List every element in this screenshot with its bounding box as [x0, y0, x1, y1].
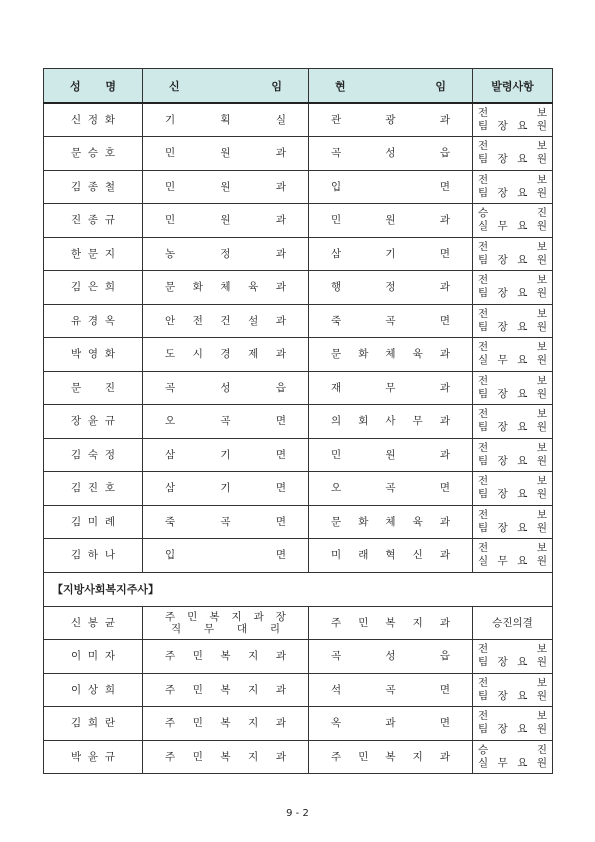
- name-cell: 신 정 화: [44, 103, 143, 137]
- note-cell: [473, 505, 553, 539]
- new-post-cell: 민 원 과: [143, 204, 309, 238]
- note-line-2: 팀 장 요 원: [478, 488, 547, 501]
- note-cell: [473, 539, 553, 573]
- new-post-cell: 도 시 경 제 과: [143, 338, 309, 372]
- header-current-post: 현 임: [309, 69, 473, 104]
- name-cell: 장 윤 규: [44, 405, 143, 439]
- current-post-cell: 행 정 과: [309, 271, 473, 305]
- note-line-2: 팀 장 요 원: [478, 723, 547, 736]
- note-cell: [473, 472, 553, 506]
- note-line-2: 실 무 요 원: [478, 220, 547, 233]
- note-cell: [473, 640, 553, 674]
- table-row: [44, 103, 553, 137]
- note-line-1: 전 보: [478, 173, 547, 186]
- new-post-cell: 주 민 복 지 과: [143, 640, 309, 674]
- name-cell: 김 숙 정: [44, 438, 143, 472]
- note-line-2: 팀 장 요 원: [478, 656, 547, 669]
- note-line-1: 전 보: [478, 140, 547, 153]
- note-cell: [473, 371, 553, 405]
- table-row: [44, 673, 553, 707]
- note-cell: [473, 740, 553, 774]
- name-cell: 문 승 호: [44, 137, 143, 171]
- appointment-table: [43, 68, 553, 774]
- table-row: [44, 707, 553, 741]
- header-notes: 발령사항: [473, 69, 553, 104]
- note-line-1: 전 보: [478, 240, 547, 253]
- current-post-cell: 관 광 과: [309, 103, 473, 137]
- note-line-2: 팀 장 요 원: [478, 320, 547, 333]
- note-line-2: 팀 장 요 원: [478, 521, 547, 534]
- name-cell: 김 진 호: [44, 472, 143, 506]
- current-post-cell: 의 회 사 무 과: [309, 405, 473, 439]
- note-line-2: 팀 장 요 원: [478, 253, 547, 266]
- name-cell: 김 은 희: [44, 271, 143, 305]
- current-post-cell: 곡 성 읍: [309, 137, 473, 171]
- table-header-row: [44, 69, 553, 104]
- note-line-1: 전 보: [478, 542, 547, 555]
- current-post-cell: 옥 과 면: [309, 707, 473, 741]
- note-cell: [473, 707, 553, 741]
- new-post-cell: 문 화 체 육 과: [143, 271, 309, 305]
- new-post-cell: 곡 성 읍: [143, 371, 309, 405]
- name-cell: 신 봉 균: [44, 606, 143, 640]
- name-cell: 박 윤 규: [44, 740, 143, 774]
- table-row: [44, 304, 553, 338]
- name-cell: 박 영 화: [44, 338, 143, 372]
- header-name: 성 명: [44, 69, 143, 104]
- note-line-2: 팀 장 요 원: [478, 120, 547, 132]
- note-cell: [473, 204, 553, 238]
- note-line-1: 전 보: [478, 441, 547, 454]
- note-cell: [473, 137, 553, 171]
- note-cell: [473, 170, 553, 204]
- table-row: [44, 640, 553, 674]
- current-post-cell: 문 화 체 육 과: [309, 505, 473, 539]
- new-post-cell: 농 정 과: [143, 237, 309, 271]
- current-post-cell: 재 무 과: [309, 371, 473, 405]
- name-cell: 진 종 규: [44, 204, 143, 238]
- note-line-1: 전 보: [478, 107, 547, 119]
- current-post-cell: 죽 곡 면: [309, 304, 473, 338]
- note-cell: [473, 438, 553, 472]
- header-new-post: 신 임: [143, 69, 309, 104]
- table-row: [44, 137, 553, 171]
- table-row: [44, 505, 553, 539]
- new-post-cell: 주 민 복 지 과: [143, 740, 309, 774]
- table-row: [44, 405, 553, 439]
- name-cell: 유 경 옥: [44, 304, 143, 338]
- current-post-cell: 삼 기 면: [309, 237, 473, 271]
- name-cell: 이 상 희: [44, 673, 143, 707]
- table-row: [44, 438, 553, 472]
- current-post-cell: 민 원 과: [309, 204, 473, 238]
- note-line-2: 실 무 요 원: [478, 756, 547, 769]
- table-row: [44, 271, 553, 305]
- name-cell: 김 희 란: [44, 707, 143, 741]
- note-line-2: 실 무 요 원: [478, 354, 547, 367]
- new-post-cell: 기 획 실: [143, 103, 309, 137]
- new-post-cell: 삼 기 면: [143, 438, 309, 472]
- note-line-2: 팀 장 요 원: [478, 421, 547, 434]
- note-line-1: 전 보: [478, 643, 547, 656]
- new-post-cell: 주 민 복 지 과: [143, 707, 309, 741]
- note-line-1: 전 보: [478, 475, 547, 488]
- note-cell: [473, 271, 553, 305]
- new-post-cell: 안 전 건 설 과: [143, 304, 309, 338]
- note-line-2: 팀 장 요 원: [478, 689, 547, 702]
- table-row: [44, 170, 553, 204]
- note-line-1: 전 보: [478, 307, 547, 320]
- note-cell: [473, 673, 553, 707]
- table-row: [44, 371, 553, 405]
- note-cell: [473, 405, 553, 439]
- new-post-cell: 민 원 과: [143, 137, 309, 171]
- note-line-1: 전 보: [478, 676, 547, 689]
- note-line-1: 전 보: [478, 374, 547, 387]
- note-line-2: 팀 장 요 원: [478, 454, 547, 467]
- current-post-cell: 곡 성 읍: [309, 640, 473, 674]
- note-line-1: 전 보: [478, 710, 547, 723]
- new-post-cell: 죽 곡 면: [143, 505, 309, 539]
- note-line-1: 전 보: [478, 508, 547, 521]
- note-line-2: 팀 장 요 원: [478, 153, 547, 166]
- section-header-row: [44, 572, 553, 606]
- note-line-1: 전 보: [478, 274, 547, 287]
- page-number: 9 - 2: [286, 808, 309, 819]
- table-row: [44, 539, 553, 573]
- current-post-cell: 미 래 혁 신 과: [309, 539, 473, 573]
- name-cell: 김 종 철: [44, 170, 143, 204]
- name-cell: 김 하 나: [44, 539, 143, 573]
- current-post-cell: 문 화 체 육 과: [309, 338, 473, 372]
- note-line-1: 전 보: [478, 408, 547, 421]
- name-cell: 김 미 례: [44, 505, 143, 539]
- note-cell: [473, 237, 553, 271]
- note-cell: [473, 304, 553, 338]
- new-post-cell: 주 민 복 지 과 장 직 무 대 리: [143, 606, 309, 640]
- name-cell: 문 진: [44, 371, 143, 405]
- table-row: [44, 606, 553, 640]
- new-post-cell: 오 곡 면: [143, 405, 309, 439]
- note-cell: [473, 103, 553, 137]
- note-cell: 승진의결: [473, 606, 553, 640]
- table-row: [44, 472, 553, 506]
- note-line-1: 승 진: [478, 743, 547, 756]
- current-post-cell: 민 원 과: [309, 438, 473, 472]
- current-post-cell: 입 면: [309, 170, 473, 204]
- name-cell: 한 문 지: [44, 237, 143, 271]
- new-post-cell: 입 면: [143, 539, 309, 573]
- note-line-1: 전 보: [478, 341, 547, 354]
- new-post-cell: 민 원 과: [143, 170, 309, 204]
- current-post-cell: 오 곡 면: [309, 472, 473, 506]
- note-line-1: 승 진: [478, 207, 547, 220]
- new-post-cell: 주 민 복 지 과: [143, 673, 309, 707]
- note-line-2: 팀 장 요 원: [478, 186, 547, 199]
- section-title: 【지방사회복지주사】: [44, 572, 553, 606]
- new-post-cell: 삼 기 면: [143, 472, 309, 506]
- name-cell: 이 미 자: [44, 640, 143, 674]
- table-row: [44, 338, 553, 372]
- table-row: [44, 237, 553, 271]
- table-row: [44, 740, 553, 774]
- current-post-cell: 주 민 복 지 과: [309, 606, 473, 640]
- table-row: [44, 204, 553, 238]
- current-post-cell: 석 곡 면: [309, 673, 473, 707]
- current-post-cell: 주 민 복 지 과: [309, 740, 473, 774]
- note-line-2: 팀 장 요 원: [478, 387, 547, 400]
- table-body: [44, 103, 553, 774]
- note-cell: [473, 338, 553, 372]
- note-line-2: 실 무 요 원: [478, 555, 547, 568]
- note-line-2: 팀 장 요 원: [478, 287, 547, 300]
